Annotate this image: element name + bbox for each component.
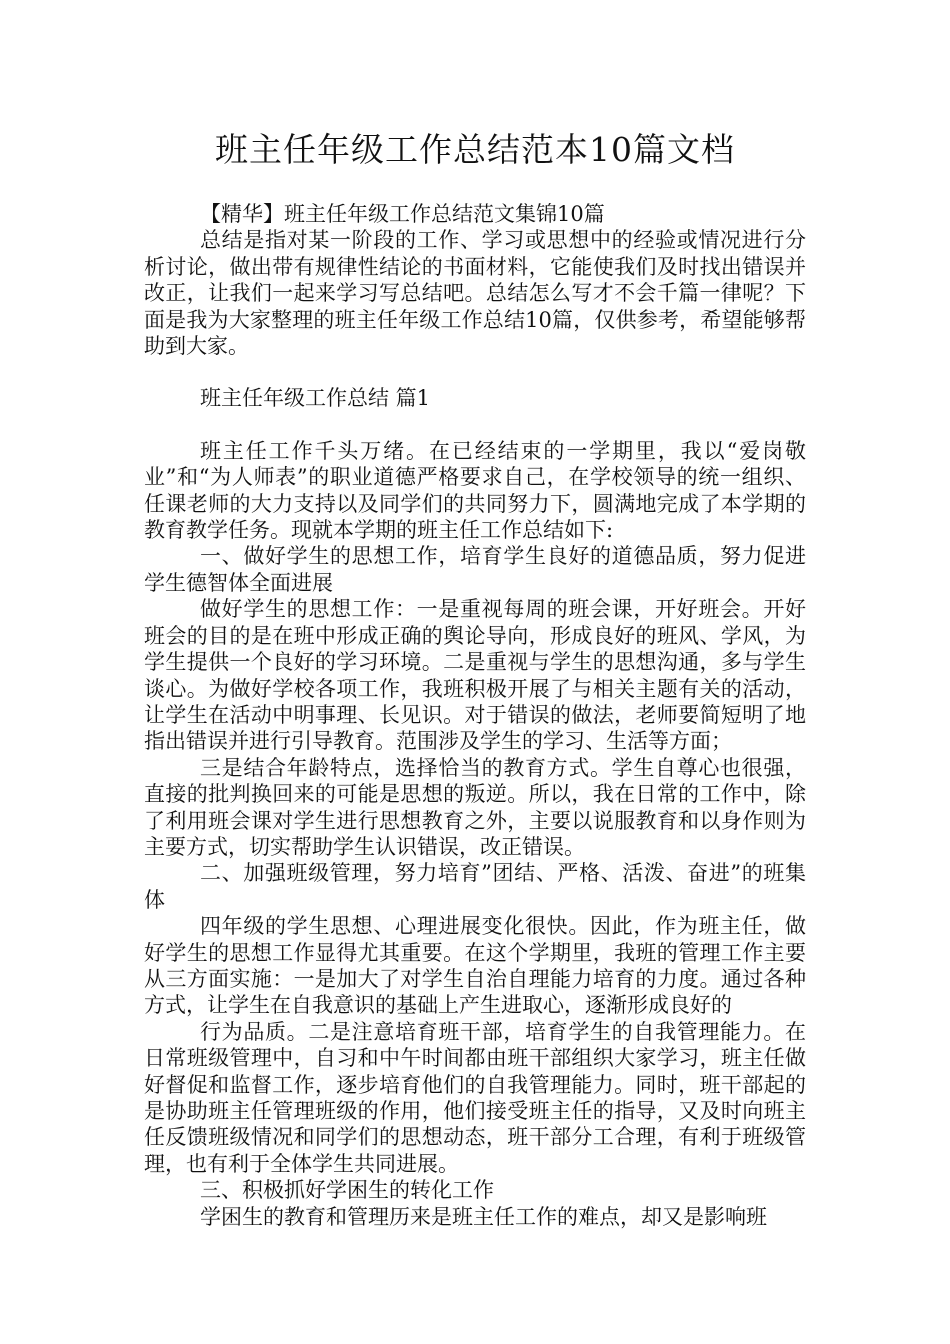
subtitle-paragraph: 【精华】班主任年级工作总结范文集锦10篇 — [200, 202, 605, 226]
section-heading: 班主任年级工作总结 篇1 — [200, 386, 431, 411]
body-paragraph: 一、做好学生的思想工作，培育学生良好的道德品质，努力促进学生德智体全面进展 — [144, 544, 806, 595]
body-paragraph: 做好学生的思想工作：一是重视每周的班会课，开好班会。开好班会的目的是在班中形成正确的舆论导向，形成良好的班风、学风，为学生提供一个良好的学习环境。二是重视与学生的思想沟通，多与学生谈心。为做好学校各项工作，我班积极开展了与相关主题有关的活动，让学生在活动中明事理、长见识。对于错误的做法，老师要简短明了地指出错误并进行引导教育。范围涉及学生的学习、生活等方面； — [144, 597, 806, 754]
body-paragraph: 学困生的教育和管理历来是班主任工作的难点，却又是影响班 — [200, 1204, 767, 1229]
body-paragraph: 行为品质。二是注意培育班干部，培育学生的自我管理能力。在日常班级管理中，自习和中午时间都由班干部组织大家学习，班主任做好督促和监督工作，逐步培育他们的自我管理能力。同时，班干部起的是协助班主任管理班级的作用，他们接受班主任的指导，又及时向班主任反馈班级情况和同学们的思想动态，班干部分工合理，有利于班级管理，也有利于全体学生共同进展。 — [144, 1019, 806, 1176]
body-paragraph: 三、积极抓好学困生的转化工作 — [200, 1178, 494, 1203]
document-title: 班主任年级工作总结范本10篇文档 — [215, 130, 735, 169]
intro-paragraph: 总结是指对某一阶段的工作、学习或思想中的经验或情况进行分析讨论，做出带有规律性结论的书面材料，它能使我们及时找出错误并改正，让我们一起来学习写总结吧。总结怎么写才不会千篇一律呢？下面是我为大家整理的班主任年级工作总结10篇，仅供参考，希望能够帮助到大家。 — [144, 228, 806, 359]
body-paragraph: 班主任工作千头万绪。在已经结束的一学期里，我以“爱岗敬业”和“为人师表”的职业道德严格要求自己，在学校领导的统一组织、任课老师的大力支持以及同学们的共同努力下，圆满地完成了本学期的教育教学任务。现就本学期的班主任工作总结如下: — [144, 438, 806, 543]
document-body — [144, 201, 806, 1230]
body-paragraph: 三是结合年龄特点，选择恰当的教育方式。学生自尊心也很强，直接的批判换回来的可能是思想的叛逆。所以，我在日常的工作中，除了利用班会课对学生进行思想教育之外，主要以说服教育和以身作则为主要方式，切实帮助学生认识错误，改正错误。 — [144, 755, 806, 859]
body-paragraph: 二、加强班级管理，努力培育”团结、严格、活泼、奋进”的班集体 — [144, 861, 806, 912]
body-paragraph: 四年级的学生思想、心理进展变化很快。因此，作为班主任，做好学生的思想工作显得尤其重要。在这个学期里，我班的管理工作主要从三方面实施：一是加大了对学生自治自理能力培育的力度。通过各种方式，让学生在自我意识的基础上产生进取心，逐渐形成良好的 — [144, 914, 806, 1018]
